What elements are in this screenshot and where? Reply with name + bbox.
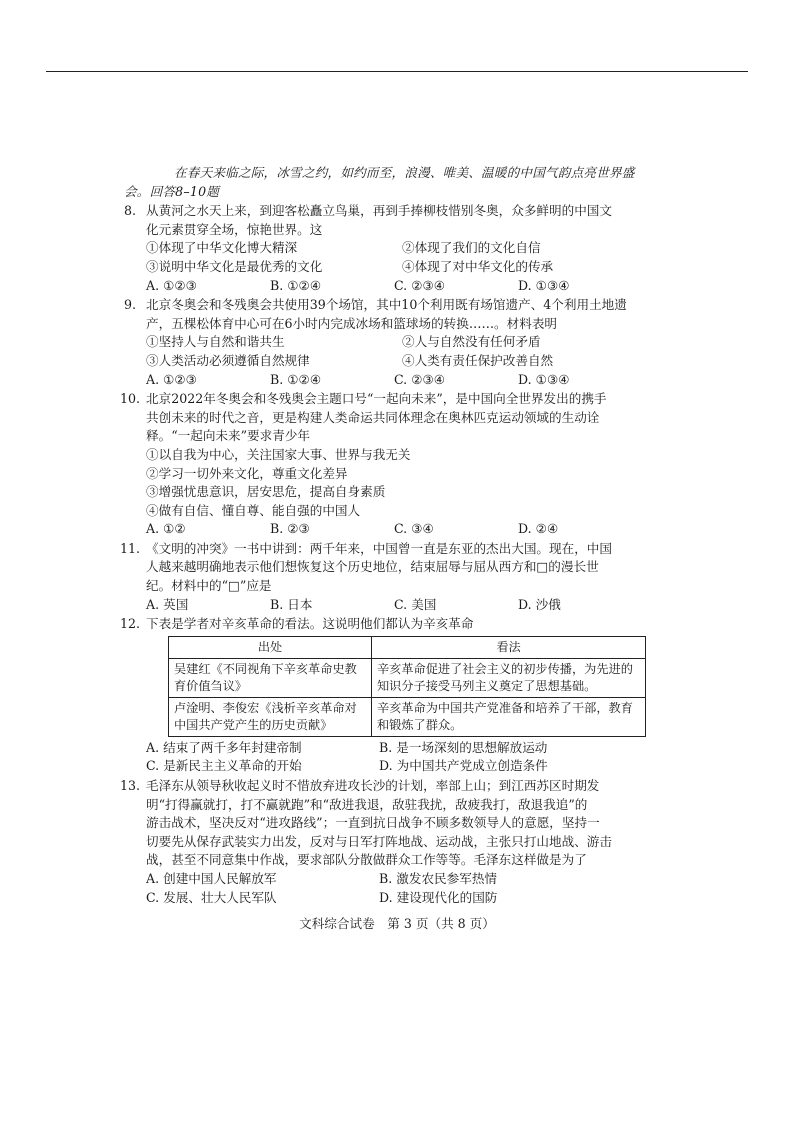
statement-1: ①体现了中华文化博大精深 [146,240,298,256]
question-9 [124,296,658,389]
choice-a: A. 创建中国人民解放军 [146,871,277,886]
statement-3: ③增强忧患意识，居安思危，提高自身素质 [146,484,386,500]
question-stem: 从黄河之水天上来，到迎客松矗立鸟巢，再到手捧柳枝惜别冬奥，众多鲜明的中国文 [146,203,612,219]
question-stem: 释。“一起向未来”要求青少年 [146,428,311,444]
question-stem: 北京2022年冬奥会和冬残奥会主题口号“一起向未来”，是中国向全世界发出的携手 [146,391,607,407]
question-number: 11. [120,540,141,556]
choice-d: D. 沙俄 [518,596,561,612]
table-row [169,658,646,697]
choice-c: C. ②③④ [394,371,446,387]
choice-b: B. 激发农民参军热情 [379,871,498,886]
question-12 [120,615,658,776]
question-stem: 产，五棵松体育中心可在6小时内完成冰场和篮球场的转换……。材料表明 [146,315,558,331]
choice-a: A. 结束了两千多年封建帝制 [146,739,302,755]
page-content [120,164,658,907]
statement-1: ①坚持人与自然和谐共生 [146,334,285,350]
choice-d: D. ②④ [518,521,559,537]
question-11 [120,540,658,614]
table-cell-view: 辛亥革命为中国共产党准备和培养了干部，教育和锻炼了群众。 [372,697,646,736]
choice-d: D. 为中国共产党成立创造条件 [379,758,548,774]
choice-d: D. ①③④ [518,371,570,387]
question-stem: 战，甚至不同意集中作战，要求部队分散做群众工作等等。毛泽东这样做是为了 [146,852,587,868]
question-number: 9. [124,297,137,313]
table-cell-source: 吴建红《不同视角下辛亥革命史教育价值刍议》 [169,658,372,697]
question-8 [124,202,658,295]
table-header-source: 出处 [169,636,372,658]
opinion-table [168,636,646,737]
statement-3: ③人类活动必须遵循自然规律 [146,352,310,368]
choice-c: C. 是新民主主义革命的开始 [146,758,302,774]
statement-2: ②体现了我们的文化自信 [402,240,541,256]
statement-4: ④做有自信、懂自尊、能自强的中国人 [146,502,361,518]
table-cell-source: 卢淦明、李俊宏《浅析辛亥革命对中国共产党产生的历史贡献》 [169,697,372,736]
question-number: 12. [120,616,141,632]
statement-2: ②人与自然没有任何矛盾 [402,334,541,350]
table-row [169,697,646,736]
question-stem: 共创未来的时代之音，更是构建人类命运共同体理念在奥林匹克运动领域的生动诠 [146,409,600,425]
statement-3: ③说明中华文化是最优秀的文化 [146,258,323,274]
question-stem: 化元素贯穿全场，惊艳世界。这 [146,221,323,237]
table-cell-view: 辛亥革命促进了社会主义的初步传播，为先进的知识分子接受马列主义奠定了思想基础。 [372,658,646,697]
statement-1: ①以自我为中心，关注国家大事、世界与我无关 [146,446,411,462]
choice-b: B. 是一场深刻的思想解放运动 [379,739,548,755]
choice-d: D. ①③④ [518,277,570,293]
statement-2: ②学习一切外来文化，尊重文化差异 [146,465,348,481]
question-stem: 游击战术，坚决反对“进攻路线”；一直到抗日战争不顾多数领导人的意愿，坚持一 [146,815,600,831]
intro-passage [124,164,658,201]
choice-b: B. ②③ [270,521,310,537]
choice-c: C. ③④ [394,521,434,537]
question-stem: 北京冬奥会和冬残奥会共使用39个场馆，其中10个利用既有场馆遗产、4个利用土地遗 [146,297,627,313]
question-number: 8. [124,203,137,219]
statement-4: ④体现了对中华文化的传承 [402,258,554,274]
question-number: 10. [120,391,141,407]
choice-a: A. ①②③ [146,371,197,387]
question-stem: 下表是学者对辛亥革命的看法。这说明他们都认为辛亥革命 [146,616,474,632]
choice-c: C. ②③④ [394,277,446,293]
table-header-view: 看法 [372,636,646,658]
page-footer: 文科综合试卷 第 3 页（共 8 页） [299,916,495,931]
choice-a: A. ①② [146,521,186,537]
intro-line: 在春天来临之际，冰雪之约，如约而至，浪漫、唯美、温暖的中国气韵点亮世界盛 [174,165,635,180]
intro-line: 会。回答8–10题 [124,183,220,199]
header-rule [46,71,748,72]
statement-4: ④人类有责任保护改善自然 [402,352,554,368]
choice-a: A. ①②③ [146,277,197,293]
question-13 [120,777,658,907]
question-stem: 纪。材料中的“□”应是 [146,578,272,594]
question-stem: 切要先从保存武装实力出发，反对与日军打阵地战、运动战，主张只打山地战、游击 [146,833,612,849]
choice-b: B. 日本 [270,596,313,612]
choice-d: D. 建设现代化的国防 [379,889,498,905]
question-number: 13. [120,778,141,794]
choice-b: B. ①②④ [270,277,322,293]
question-10 [120,390,658,539]
choice-b: B. ①②④ [270,371,322,387]
question-stem: 毛泽东从领导秋收起义时不惜放弃进攻长沙的计划，率部上山；到江西苏区时期发 [146,778,600,794]
choice-c: C. 美国 [394,596,437,612]
question-stem: 《文明的冲突》一书中讲到：两千年来，中国曾一直是东亚的杰出大国。现在，中国 [146,540,612,556]
choice-c: C. 发展、壮大人民军队 [146,889,277,905]
choice-a: A. 英国 [146,596,189,612]
question-stem: 人越来越明确地表示他们想恢复这个历史地位，结束屈辱与屈从西方和□的漫长世 [146,559,599,575]
question-stem: 明“打得赢就打，打不赢就跑”和“敌进我退，敌驻我扰，敌疲我打，敌退我追”的 [146,796,588,812]
